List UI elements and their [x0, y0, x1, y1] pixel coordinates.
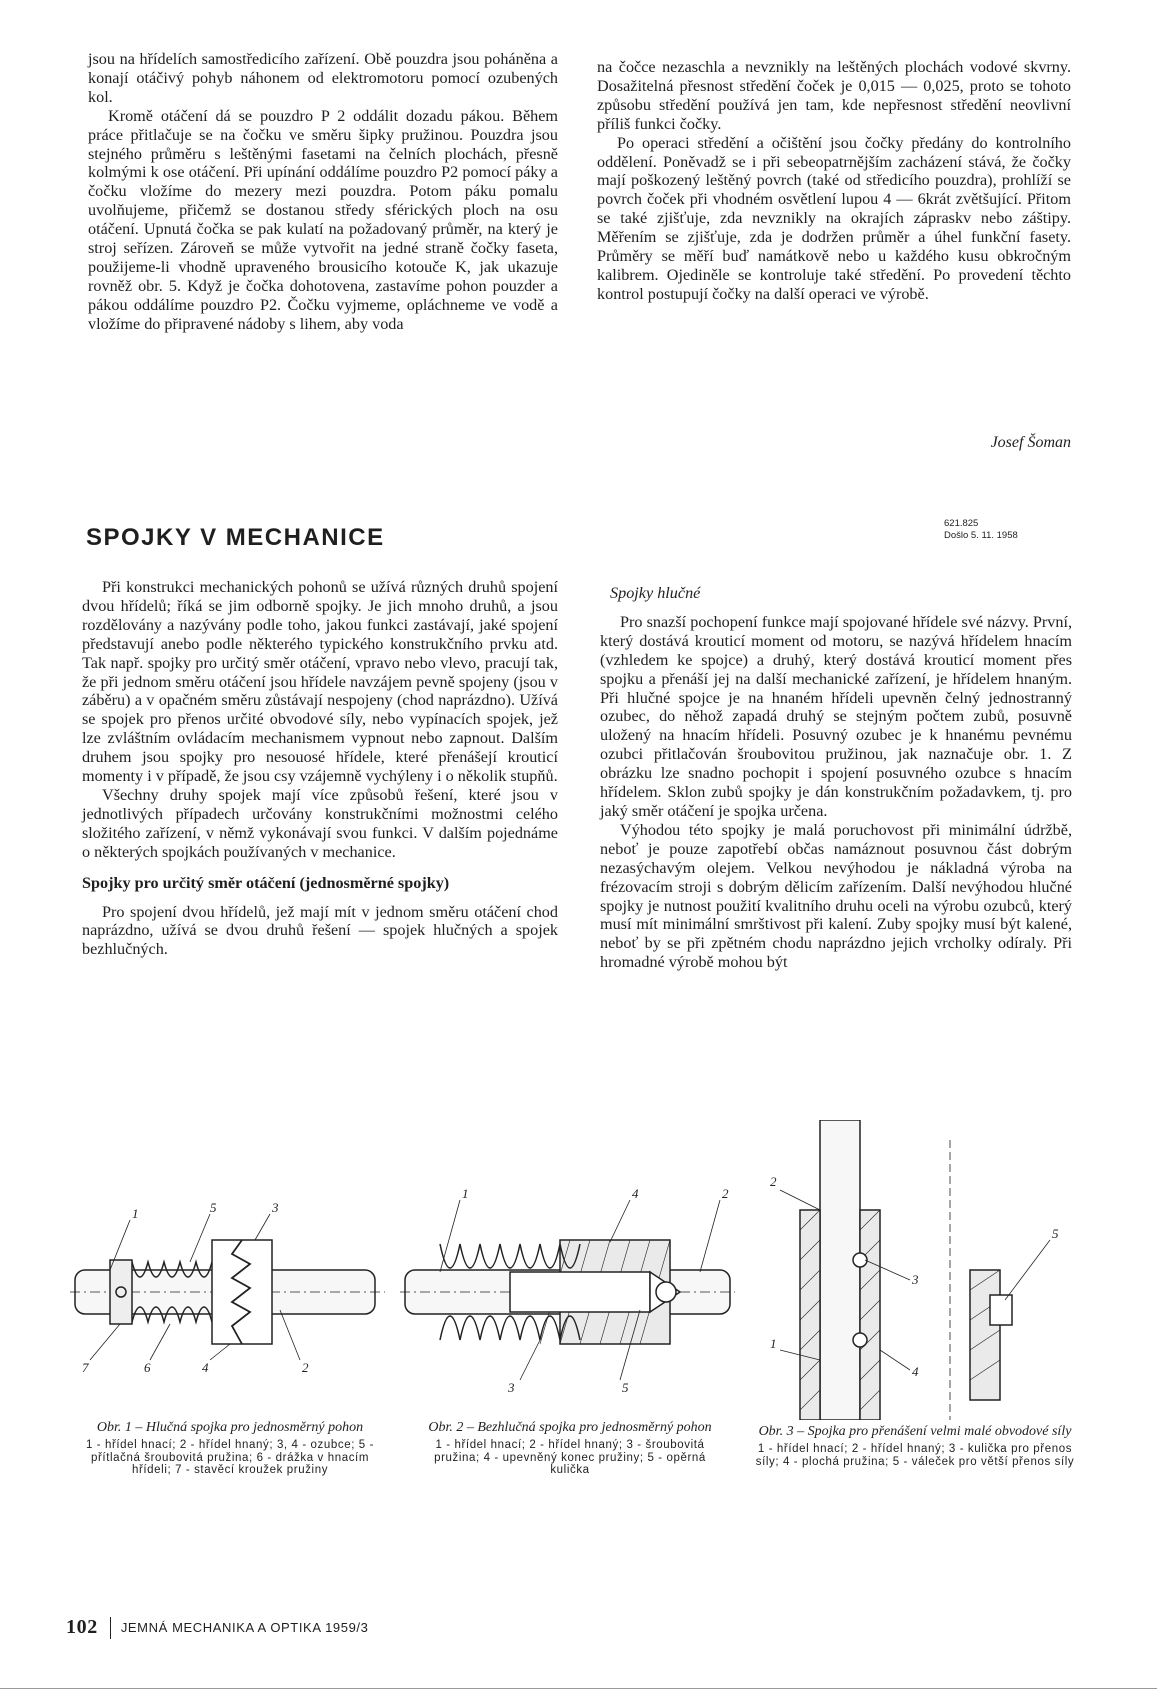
- section-subheading: Spojky hlučné: [610, 584, 701, 602]
- figure-label: 4: [912, 1364, 919, 1379]
- body-left-column: [82, 578, 558, 959]
- figure-3-caption: [750, 1424, 1080, 1468]
- figure-title: Obr. 2 – Bezhlučná spojka pro jednosměrný pohon: [428, 1420, 712, 1435]
- paragraph: Všechny druhy spojek mají více způsobů řešení, které jsou v jednotlivých případech určovány konstrukčními možnostmi celého složitého zařízení, v němž vykonávají svou funkci. V dalším pojednáme o některých spojkách používaných v mechanice.: [82, 785, 558, 861]
- figure-label: 5: [622, 1380, 629, 1395]
- figure-label: 3: [272, 1200, 279, 1215]
- footer-divider: [110, 1617, 111, 1639]
- body-right-column: [600, 584, 1072, 972]
- figure-label: 1: [132, 1206, 139, 1221]
- figure-label: 1: [462, 1186, 469, 1201]
- author-signature: Josef Šoman: [990, 434, 1071, 451]
- figure-title: Obr. 3 – Spojka pro přenášení velmi malé obvodové síly: [758, 1424, 1072, 1439]
- udc-code: 621.825: [944, 518, 979, 529]
- figure-label: 5: [210, 1200, 217, 1215]
- figure-label: 3: [912, 1272, 919, 1287]
- figure-label: 2: [722, 1186, 729, 1201]
- figure-legend: 1 - hřídel hnací; 2 - hřídel hnaný; 3 - šroubovitá pružina; 4 - upevněný konec pružiny; 5 - opěrná kulička: [434, 1439, 706, 1476]
- figure-label: 2: [302, 1360, 309, 1375]
- journal-name: JEMNÁ MECHANIKA A OPTIKA 1959/3: [120, 1620, 369, 1635]
- paragraph: Po operaci středění a očištění jsou čočky předány do kontrolního oddělení. Poněvadž se i při sebeopatrnějším zacházení stává, že čočky mají poškozený leštěný povrch (také od středicího pouzdra), prohlíží se povrch čoček při vhodném osvětlení lupou 4 — 6krát zvětšující. Přitom se také zjišťuje, zda nevznikly na okrajích zápraskv nebo záštipy. Měřením se zjišťuje, zda je dodržen průměr a úhel funkční fasety. Průměry se měří buď namátkově nebo u každého kusu obkročným kalibrem. Ojediněle se kontroluje také středění. Po provedení těchto kontrol postupují čočky na další operaci ve výrobě.: [597, 133, 1071, 303]
- paragraph: Pro spojení dvou hřídelů, jež mají mít v jednom směru otáčení chod naprázdno, užívá se dvou druhů řešení — spojek hlučných a spojek bezhlučných.: [82, 902, 558, 959]
- figure-label: 7: [82, 1360, 89, 1375]
- figure-1-drawing: [70, 1200, 390, 1390]
- figure-label: 6: [144, 1360, 151, 1375]
- noisy-clutch-drawing: [70, 1200, 390, 1390]
- low-force-clutch-drawing: [760, 1120, 1090, 1420]
- figure-3-drawing: [760, 1120, 1090, 1420]
- top-right-column: [597, 58, 1071, 304]
- paragraph: jsou na hřídelích samostředicího zařízení. Obě pouzdra jsou poháněna a konají otáčivý pohyb náhonem od elektromotoru pomocí ozubených kol.: [88, 50, 558, 106]
- received-date: Došlo 5. 11. 1958: [944, 530, 1018, 541]
- bottom-rule: [0, 1688, 1157, 1689]
- paragraph: Výhodou této spojky je malá poruchovost při minimální údržbě, neboť je pouze zapotřebí občas namáznout posuvnou část dobrým nezasýchavým olejem. Velkou nevýhodou je nákladná výroba na frézovacím stroji s dobrým dělicím zařízením. Další nevýhodou hlučné spojky je nutnost použití kvalitního druhu oceli na výrobu ozubců, který musí mít minimální smrštivost při kalení. Zuby spojky musí být kalené, neboť by se při zpětném chodu naprázdno jejich vrcholky odíraly. Při hromadné výrobě mohou být: [600, 820, 1072, 972]
- figure-label: 5: [1052, 1226, 1059, 1241]
- paragraph: Při konstrukci mechanických pohonů se užívá různých druhů spojení dvou hřídelů; říká se jim odborně spojky. Je jich mnoho druhů, a jsou rozdělovány a nazývány podle toho, jakou funkci zastávají, jaké spojení představují anebo podle některého typického konstrukčního prvku atd. Tak např. spojky pro určitý směr otáčení, vpravo nebo vlevo, pracují tak, že při jednom směru otáčení jsou hřídele navzájem pevně spojeny (jsou v záběru) a v opačném směru zůstávají nespojeny (chod naprázdno). Užívá se spojek pro přenos určité obvodové síly, nebo vypínacích spojek, jež lze zvláštním ovládacím mechanismem vypnout nebo zapnout. Dalším druhem jsou spojky pro nesouosé hřídele, které přenášejí krouticí momenty i v případě, že jsou csy vzájemně vychýleny i o několik stupňů.: [82, 578, 558, 786]
- silent-clutch-drawing: [400, 1180, 740, 1400]
- paragraph: Kromě otáčení dá se pouzdro P 2 oddálit dozadu pákou. Během práce přitlačuje se na čočku ve směru šipky pružinou. Pouzdra jsou stejného průměru s leštěnými fasetami na čelních plochách, přesně kolmými k ose otáčení. Při upínání oddálíme pouzdro P2 pomocí páky a čočku vložíme do mezery mezi pouzdra. Potom páku pomalu uvolňujeme, přičemž se dostanou středy sférických ploch na osu otáčení. Upnutá čočka se pak kulatí na požadovaný průměr, na který je stroj seřízen. Zároveň se může vytvořit na jedné straně čočky faseta, použijeme-li vhodně upraveného brousicího kotouče K, jak ukazuje rovněž obr. 5. Když je čočka dohotovena, zastavíme pohon pouzder a pákou oddálíme pouzdro P2. Čočku vyjmeme, opláchneme ve vodě a vložíme do připravené nádoby s lihem, aby voda: [88, 106, 558, 333]
- figures-area: [60, 1174, 1100, 1580]
- figure-title: Obr. 1 – Hlučná spojka pro jednosměrný pohon: [96, 1420, 364, 1435]
- top-left-column: [88, 50, 558, 334]
- figure-label: 3: [508, 1380, 515, 1395]
- figure-legend: 1 - hřídel hnací; 2 - hřídel hnaný; 3 - kulička pro přenos síly; 4 - plochá pružina; 5 - váleček pro větší přenos síly: [755, 1443, 1075, 1468]
- article-title: SPOJKY V MECHANICE: [86, 524, 385, 551]
- page-number: 102: [66, 1616, 98, 1638]
- figure-2-caption: [415, 1420, 725, 1477]
- figure-1-caption: [70, 1420, 390, 1477]
- paragraph: na čočce nezaschla a nevznikly na leštěných plochách vodové skvrny. Dosažitelná přesnost středění čoček je 0,015 — 0,025, proto se tohoto způsobu středění používá jen tam, kde nepřesnost středění neovlivní příliš funkci čočky.: [597, 58, 1071, 133]
- paragraph: Pro snazší pochopení funkce mají spojované hřídele své názvy. První, který dostává krouticí moment od motoru, se nazývá hřídelem hnacím (vzhledem ke spojce) a druhý, který dostává krouticí moment přes spojku a přenáší jej na další mechanické zařízení, je hřídelem hnaným. Při hlučné spojce je na hnaném hřídeli upevněn čelný jednostranný ozubec, do něhož zapadá druhý se stejným počtem zubů, posuvně uložený na hnacím hřídeli. Posuvný ozubec je k hnanému pevnému ozubci přitlačován šroubovitou pružinou, jak naznačuje obr. 1. Z obrázku lze snadno pochopit i spojení posuvného ozubce s hnacím hřídelem. Sklon zubů spojky je dán konstrukčním požadavkem, tj. pro jaký směr otáčení je spojka určena.: [600, 612, 1072, 820]
- figure-label: 2: [770, 1174, 777, 1189]
- figure-label: 4: [632, 1186, 639, 1201]
- article-meta: [944, 518, 1018, 542]
- section-subheading: Spojky pro určitý směr otáčení (jednosměrné spojky): [82, 873, 450, 892]
- figure-legend: 1 - hřídel hnací; 2 - hřídel hnaný; 3, 4 - ozubce; 5 - přítlačná šroubovitá pružina; 6 - drážka v hnacím hřídeli; 7 - stavěcí kroužek pružiny: [85, 1439, 375, 1476]
- figure-2-drawing: [400, 1180, 740, 1400]
- figure-label: 4: [202, 1360, 209, 1375]
- figure-label: 1: [770, 1336, 777, 1351]
- page-footer: [66, 1616, 368, 1639]
